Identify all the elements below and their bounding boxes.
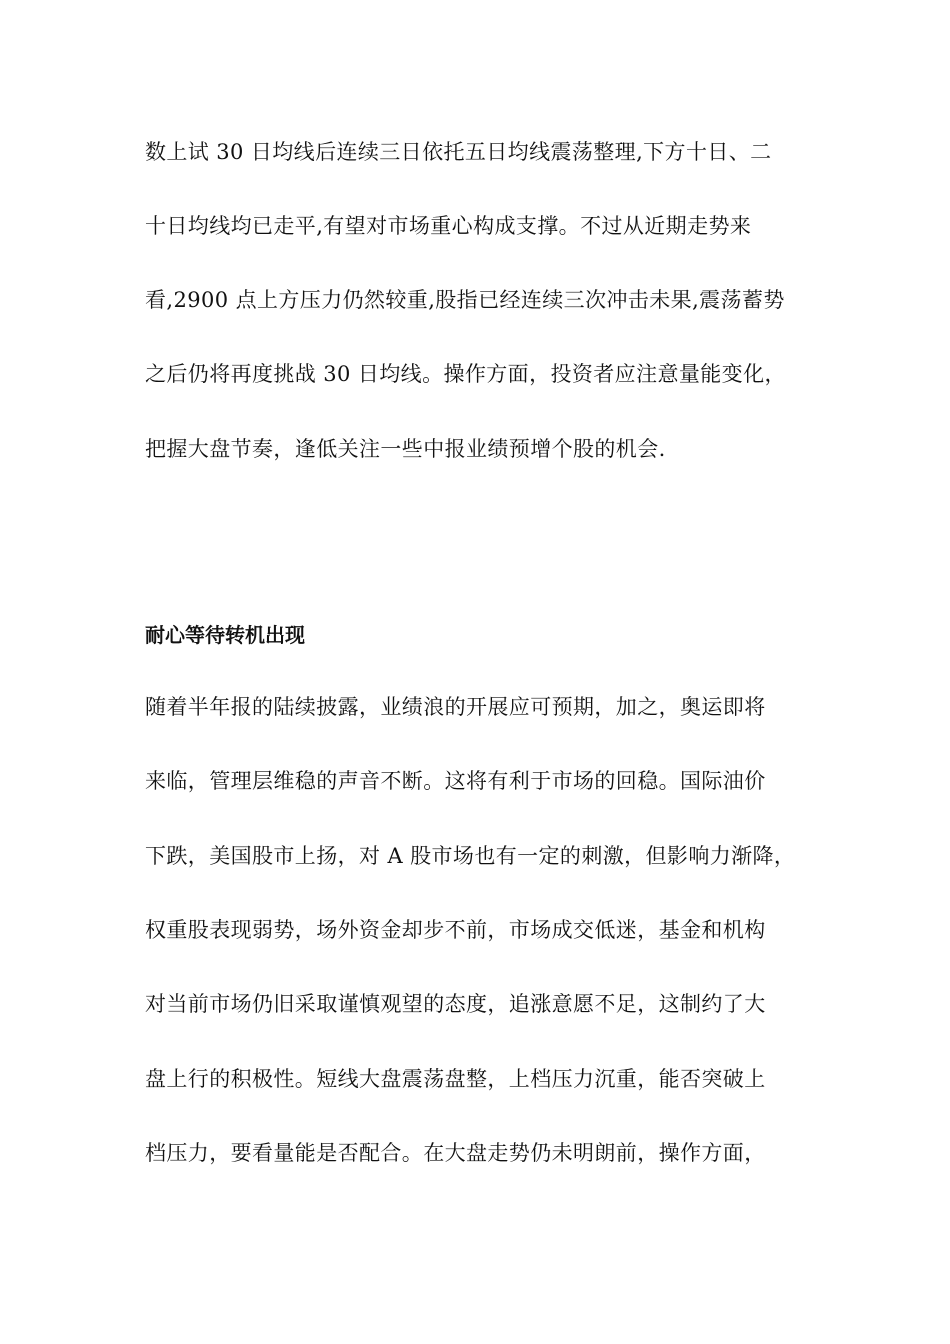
paragraph-1-line-5: 把握大盘节奏，逢低关注一些中报业绩预增个股的机会. — [145, 437, 666, 461]
paragraph-2-line-6: 盘上行的积极性。短线大盘震荡盘整，上档压力沉重，能否突破上 — [145, 1067, 766, 1091]
paragraph-2-line-5: 对当前市场仍旧采取谨慎观望的态度，追涨意愿不足，这制约了大 — [145, 992, 766, 1016]
section-heading: 耐心等待转机出现 — [145, 623, 305, 647]
paragraph-2-line-1: 随着半年报的陆续披露，业绩浪的开展应可预期，加之，奥运即将 — [145, 695, 766, 719]
paragraph-2-line-7: 档压力，要看量能是否配合。在大盘走势仍未明朗前，操作方面， — [145, 1141, 766, 1165]
paragraph-2-line-3: 下跌，美国股市上扬，对 A 股市场也有一定的刺激，但影响力渐降， — [145, 844, 796, 868]
paragraph-2-line-2: 来临，管理层维稳的声音不断。这将有利于市场的回稳。国际油价 — [145, 769, 766, 793]
paragraph-1-line-2: 十日均线均已走平,有望对市场重心构成支撑。不过从近期走势来 — [145, 214, 752, 238]
paragraph-1-line-1: 数上试 30 日均线后连续三日依托五日均线震荡整理,下方十日、二 — [145, 140, 772, 164]
paragraph-1-line-3: 看,2900 点上方压力仍然较重,股指已经连续三次冲击未果,震荡蓄势 — [145, 288, 785, 312]
paragraph-1-line-4: 之后仍将再度挑战 30 日均线。操作方面，投资者应注意量能变化， — [145, 362, 786, 386]
paragraph-2-line-4: 权重股表现弱势，场外资金却步不前，市场成交低迷，基金和机构 — [145, 918, 766, 942]
